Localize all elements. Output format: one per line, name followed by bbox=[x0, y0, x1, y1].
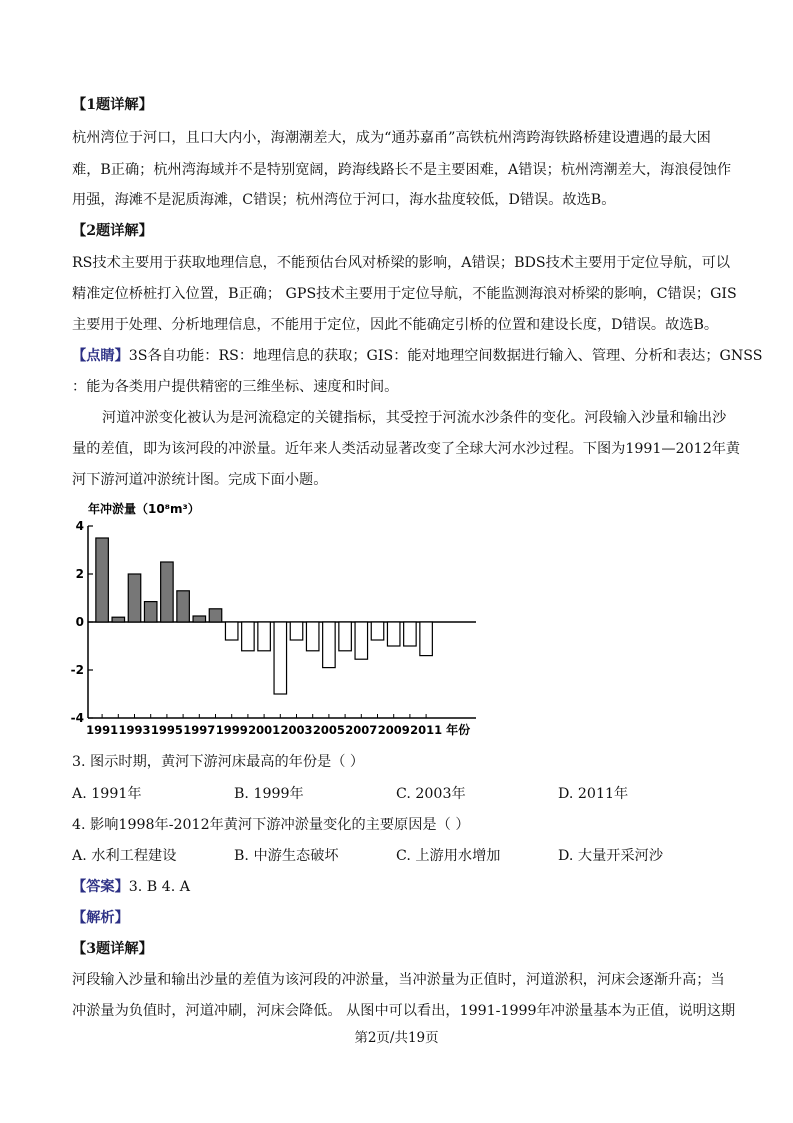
answer-text: 3. B 4. A bbox=[128, 879, 191, 895]
bar-1994 bbox=[144, 602, 157, 622]
answer-label: 【答案】 bbox=[72, 879, 129, 895]
q3-body-line: 冲淤量为负值时，河道冲刷，河床会降低。 从图中可以看出，1991-1999年冲淤量基本为正值，说明这期 bbox=[72, 1003, 736, 1019]
q2-body-line: 精准定位桥桩打入位置，B正确； GPS技术主要用于定位导航，不能监测海浪对桥梁的影响，C错误；GIS bbox=[72, 286, 737, 302]
bar-1999 bbox=[225, 622, 238, 640]
tip-text-line: ：能为各类用户提供精密的三维坐标、速度和时间。 bbox=[72, 379, 399, 395]
q2-heading: 【2题详解】 bbox=[72, 223, 153, 239]
q1-body-line: 用强，海滩不是泥质海滩，C错误；杭州湾位于河口，海水盐度较低，D错误。故选B。 bbox=[72, 192, 616, 208]
y-tick-label: 2 bbox=[75, 567, 84, 581]
bar-2007 bbox=[355, 622, 368, 659]
x-tick-label: 2005 bbox=[312, 723, 345, 737]
q4-option-c[interactable]: C. 上游用水增加 bbox=[396, 848, 501, 864]
sediment-bar-chart bbox=[72, 496, 492, 742]
q3-body-line: 河段输入沙量和输出沙量的差值为该河段的冲淤量，当冲淤量为正值时，河道淤积，河床会逐渐升高；当 bbox=[72, 972, 725, 988]
q3-heading: 【3题详解】 bbox=[72, 941, 153, 957]
bar-2000 bbox=[242, 622, 255, 651]
bar-2010 bbox=[404, 622, 417, 646]
bar-1995 bbox=[161, 562, 174, 622]
q1-heading: 【1题详解】 bbox=[72, 97, 153, 113]
x-tick-label: 2001 bbox=[248, 723, 281, 737]
chart-y-axis-label: 年冲淤量（10⁸m³） bbox=[88, 502, 200, 516]
q3-stem: 3. 图示时期，黄河下游河床最高的年份是（ ） bbox=[72, 754, 365, 770]
x-tick-label: 2003 bbox=[280, 723, 313, 737]
q1-body-line: 难，B正确；杭州湾海域并不是特别宽阔，跨海线路长不是主要困难，A错误；杭州湾潮差大，海浪侵蚀作 bbox=[72, 162, 732, 178]
tip-paragraph bbox=[72, 346, 763, 366]
x-tick-label: 1997 bbox=[183, 723, 216, 737]
x-tick-label: 1999 bbox=[215, 723, 248, 737]
tip-label: 【点睛】 bbox=[72, 348, 129, 364]
intro-line: 河道冲淤变化被认为是河流稳定的关键指标，其受控于河流水沙条件的变化。河段输入沙量和输出沙 bbox=[102, 410, 727, 426]
x-tick-label: 2009 bbox=[377, 723, 410, 737]
bar-2009 bbox=[387, 622, 400, 646]
page-footer: 第2页/共19页 bbox=[354, 1030, 439, 1046]
q1-body-line: 杭州湾位于河口，且口大内小，海潮潮差大，成为“通苏嘉甬”高铁杭州湾跨海铁路桥建设遭遇的最大困 bbox=[72, 130, 711, 146]
x-tick-label: 1993 bbox=[118, 723, 151, 737]
bar-1997 bbox=[193, 616, 206, 622]
bar-2001 bbox=[258, 622, 271, 651]
bar-2003 bbox=[290, 622, 303, 640]
y-tick-label: -2 bbox=[70, 663, 84, 677]
q3-option-b[interactable]: B. 1999年 bbox=[234, 786, 304, 802]
bar-2008 bbox=[371, 622, 384, 640]
y-tick-label: 4 bbox=[75, 519, 84, 533]
bar-2002 bbox=[274, 622, 287, 694]
x-tick-label: 1991 bbox=[86, 723, 119, 737]
answer-line bbox=[72, 877, 732, 897]
intro-line: 河下游河道冲淤统计图。完成下面小题。 bbox=[72, 472, 328, 488]
x-axis-suffix-label: 年份 bbox=[446, 723, 471, 737]
y-tick-label: -4 bbox=[70, 711, 84, 725]
q4-stem: 4. 影响1998年-2012年黄河下游冲淤量变化的主要原因是（ ） bbox=[72, 817, 470, 833]
q3-option-c[interactable]: C. 2003年 bbox=[396, 786, 466, 802]
q4-option-d[interactable]: D. 大量开采河沙 bbox=[558, 848, 664, 864]
bar-1998 bbox=[209, 609, 222, 622]
chart-bars bbox=[88, 538, 476, 694]
x-tick-label: 2011 bbox=[410, 723, 443, 737]
y-tick-label: 0 bbox=[75, 615, 84, 629]
q4-option-b[interactable]: B. 中游生态破坏 bbox=[234, 848, 339, 864]
intro-line: 量的差值，即为该河段的冲淤量。近年来人类活动显著改变了全球大河水沙过程。下图为1991—2012年黄 bbox=[72, 441, 741, 457]
bar-2006 bbox=[339, 622, 352, 651]
bar-1996 bbox=[177, 591, 190, 622]
bar-2005 bbox=[323, 622, 336, 668]
bar-1993 bbox=[128, 574, 141, 622]
q3-option-d[interactable]: D. 2011年 bbox=[558, 786, 629, 802]
bar-2004 bbox=[306, 622, 319, 651]
x-tick-label: 2007 bbox=[345, 723, 378, 737]
bar-1992 bbox=[112, 617, 125, 622]
chart-x-axis bbox=[86, 714, 476, 737]
q2-body-line: 主要用于处理、分析地理信息，不能用于定位，因此不能确定引桥的位置和建设长度，D错误。故选B。 bbox=[72, 317, 719, 333]
bar-1991 bbox=[96, 538, 109, 622]
q3-option-a[interactable]: A. 1991年 bbox=[72, 786, 142, 802]
q4-option-a[interactable]: A. 水利工程建设 bbox=[72, 848, 177, 864]
tip-text: 3S各自功能：RS：地理信息的获取；GIS：能对地理空间数据进行输入、管理、分析和表达；GNSS bbox=[128, 348, 763, 364]
q2-body-line: RS技术主要用于获取地理信息，不能预估台风对桥梁的影响，A错误；BDS技术主要用于定位导航，可以 bbox=[72, 255, 731, 271]
x-tick-label: 1995 bbox=[150, 723, 183, 737]
analysis-label: 【解析】 bbox=[72, 910, 129, 926]
bar-2011 bbox=[420, 622, 433, 656]
